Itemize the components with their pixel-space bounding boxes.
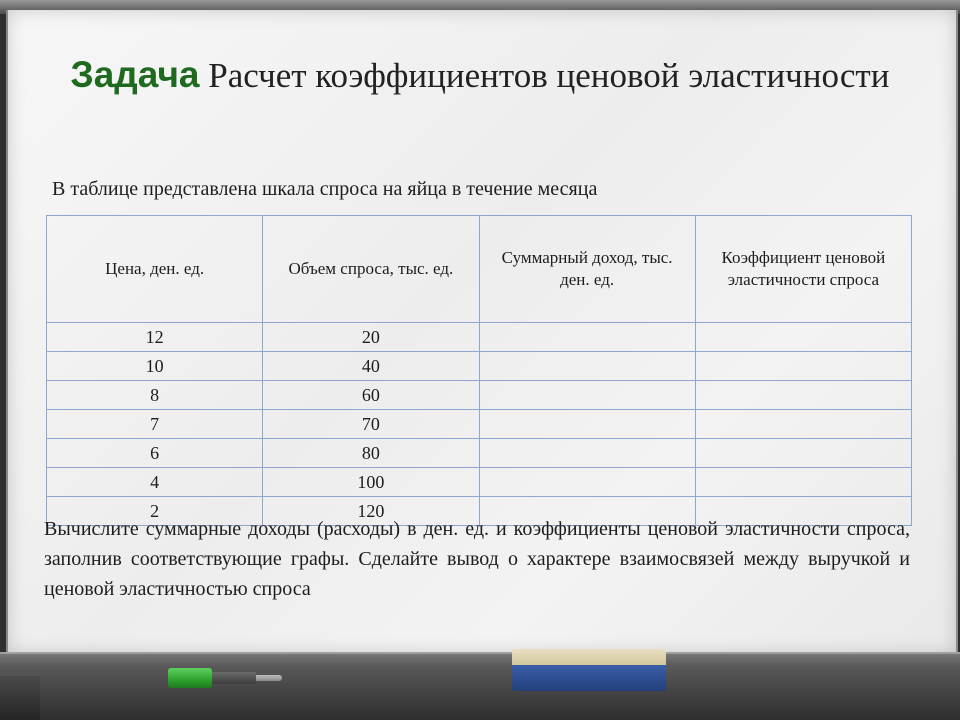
header-elasticity: Коэффициент ценовой эластичности спроса — [695, 216, 911, 323]
cell-price: 6 — [47, 439, 263, 468]
cell-elasticity — [695, 381, 911, 410]
table-caption: В таблице представлена шкала спроса на яйца в течение месяца — [52, 178, 598, 200]
cell-quantity: 80 — [263, 439, 479, 468]
table-header-row — [47, 216, 912, 323]
green-marker-body — [212, 672, 256, 684]
cell-elasticity — [695, 468, 911, 497]
cell-quantity: 120 — [263, 497, 479, 526]
cell-revenue — [479, 323, 695, 352]
cell-quantity: 100 — [263, 468, 479, 497]
green-marker-cap — [168, 668, 212, 688]
cell-price: 7 — [47, 410, 263, 439]
cell-revenue — [479, 381, 695, 410]
eraser-handle — [512, 649, 666, 665]
table-row — [47, 439, 912, 468]
demand-table — [46, 215, 912, 526]
cell-elasticity — [695, 410, 911, 439]
table-row — [47, 352, 912, 381]
cell-revenue — [479, 352, 695, 381]
cell-quantity: 70 — [263, 410, 479, 439]
cell-quantity: 20 — [263, 323, 479, 352]
cell-revenue — [479, 468, 695, 497]
frame-corner — [0, 676, 40, 720]
board-ledge — [0, 654, 960, 720]
table-row — [47, 381, 912, 410]
title-accent: Задача — [70, 54, 200, 95]
table-row — [47, 410, 912, 439]
cell-elasticity — [695, 352, 911, 381]
cell-price: 4 — [47, 468, 263, 497]
header-revenue: Суммарный доход, тыс. ден. ед. — [479, 216, 695, 323]
table-row — [47, 468, 912, 497]
cell-elasticity — [695, 439, 911, 468]
task-instruction: Вычислите суммарные доходы (расходы) в ден. ед. и коэффициенты ценовой эластичности спроса, заполнив соответствующие графы. Сделайте вывод о характере взаимосвязей между выручкой и ценовой эластичностью спроса — [44, 518, 910, 600]
header-quantity: Объем спроса, тыс. ед. — [263, 216, 479, 323]
cell-revenue — [479, 410, 695, 439]
table-row — [47, 323, 912, 352]
eraser-felt — [512, 665, 666, 691]
cell-quantity: 40 — [263, 352, 479, 381]
cell-price: 10 — [47, 352, 263, 381]
slide-title — [0, 52, 960, 99]
cell-price: 8 — [47, 381, 263, 410]
cell-price: 2 — [47, 497, 263, 526]
header-price: Цена, ден. ед. — [47, 216, 263, 323]
cell-revenue — [479, 439, 695, 468]
green-marker-tip — [256, 675, 282, 681]
cell-price: 12 — [47, 323, 263, 352]
title-text: Расчет коэффициентов ценовой эластичности — [208, 56, 890, 95]
cell-elasticity — [695, 323, 911, 352]
cell-quantity: 60 — [263, 381, 479, 410]
